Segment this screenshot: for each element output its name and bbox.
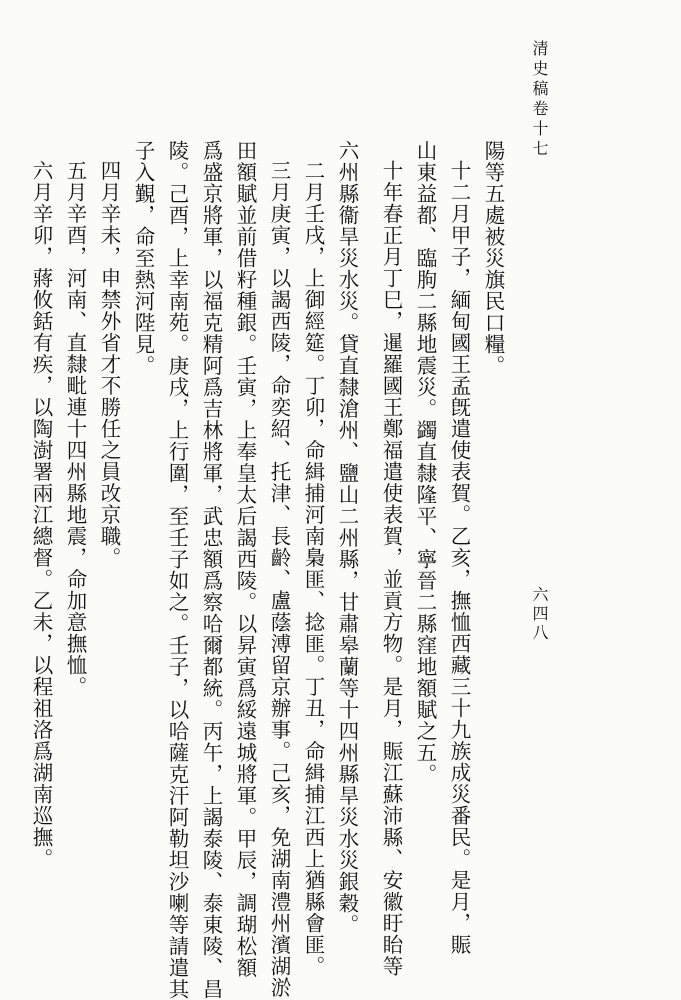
text-line: 二月壬戌，上御經筵。丁卯，命緝捕河南梟匪、捻匪。丁丑，命緝捕江西上猶縣會匪。 [301,160,325,977]
text-line: 子入覲，命至熱河陛見。 [131,140,155,377]
page-number: 六四八 [530,586,549,643]
text-line: 三月庚寅，以謁西陵，命奕紹、托津、長齡、盧蔭溥留京辦事。己亥，免湖南澧州濱湖淤 [267,160,291,999]
text-line: 十年春正月丁巳，暹羅國王鄭福遣使表賀，並貢方物。是月，賑江蘇沛縣、安徽盱眙等 [379,160,403,977]
text-line: 田額賦並前借籽種銀。壬寅，上奉皇太后謁西陵。以昇寅爲綏遠城將軍。甲辰，調瑚松額 [233,140,257,979]
running-title: 清史稿卷十七 [530,40,549,160]
text-line: 爲盛京將軍，以福克精阿爲吉林將軍，武忠額爲察哈爾都統。丙午，上謁泰陵、泰東陵、昌 [199,140,223,1000]
text-line: 陵。己酉，上幸南苑。庚戌，上行圍，至壬子如之。壬子，以哈薩克汗阿勒坦沙喇等請遣其 [165,140,189,1000]
text-line: 山東益都、臨朐二縣地震災。蠲直隸隆平、寧晉二縣窪地額賦之五。 [413,140,437,785]
text-line: 陽等五處被災旗民口糧。 [481,140,505,377]
text-line: 六月辛卯，蔣攸銛有疾，以陶澍署兩江總督。乙未，以程祖洛爲湖南巡撫。 [29,160,53,870]
text-line: 六州縣衞旱災水災。貸直隸滄州、鹽山二州縣，甘肅皋蘭等十四州縣旱災水災銀穀。 [335,140,359,936]
text-line: 四月辛未，申禁外省才不勝任之員改京職。 [97,160,121,569]
text-line: 十二月甲子，緬甸國王孟旣遣使表賀。乙亥，撫恤西藏三十九族成災番民。是月，賑 [447,160,471,956]
text-line: 五月辛酉，河南、直隸毗連十四州縣地震，命加意撫恤。 [63,160,87,698]
main-text [29,140,510,1000]
